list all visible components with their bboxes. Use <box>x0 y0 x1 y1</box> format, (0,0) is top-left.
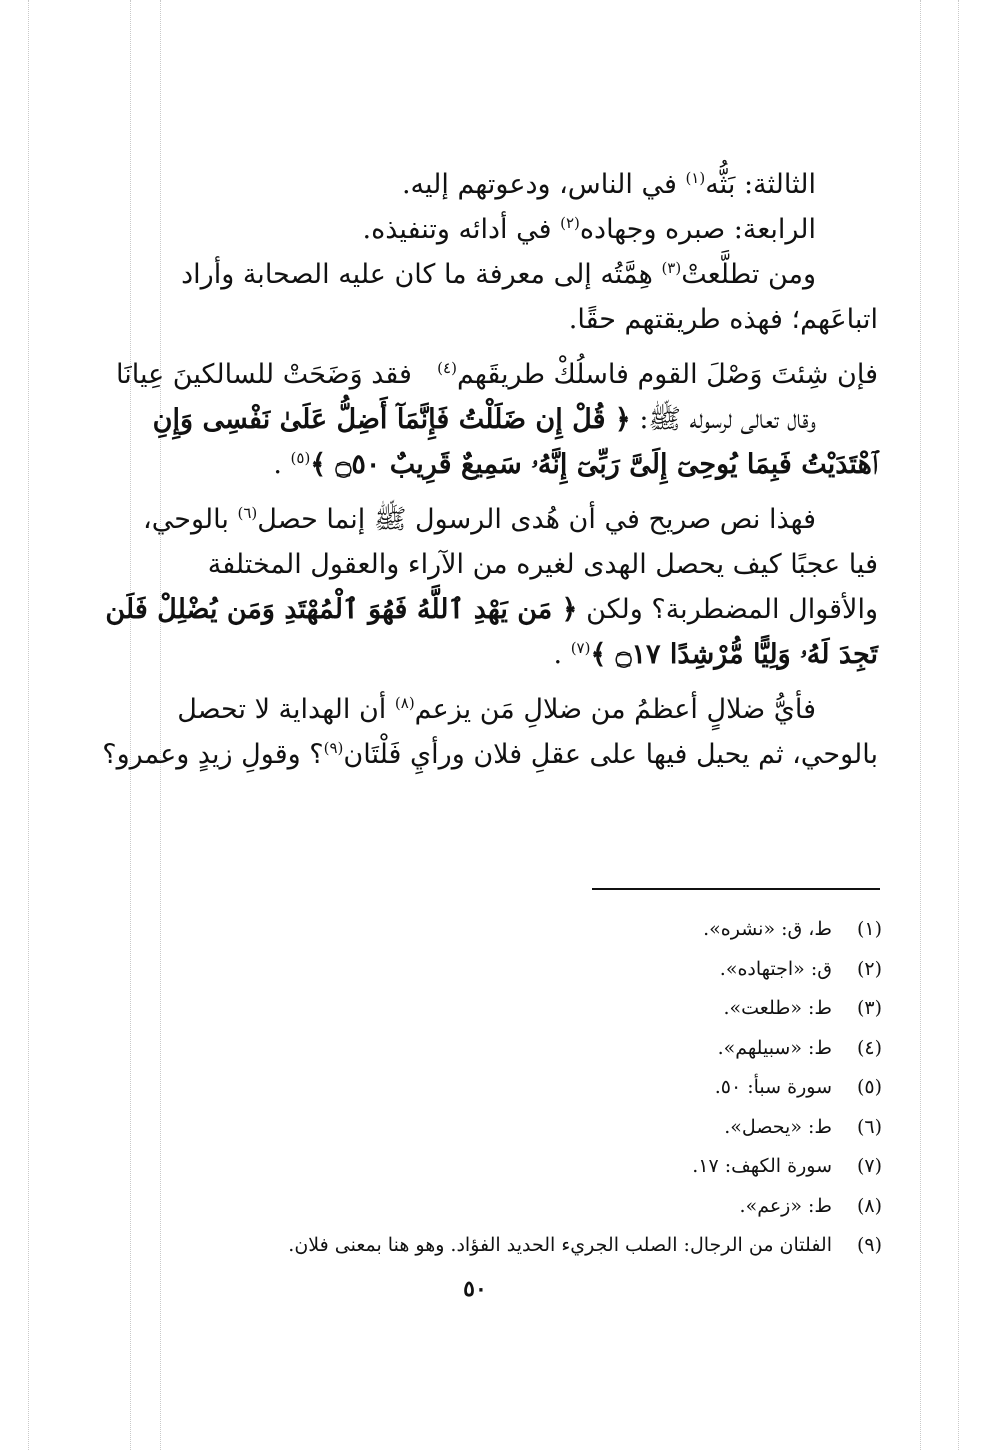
paragraph-verse-saba <box>110 397 878 487</box>
footnote-ref: (٢) <box>560 214 580 232</box>
footnote-ref: (٤) <box>437 359 457 377</box>
quran-verse: ﴿ قُلْ إِن ضَلَلْتُ فَإِنَّمَآ أَضِلُّ عَلَىٰ نَفْسِى وَإِنِ <box>152 404 631 435</box>
quran-verse: ٱهْتَدَيْتُ فَبِمَا يُوحِىٓ إِلَىَّ رَبِّىٓ إِنَّهُۥ سَمِيعٌ قَرِيبٌ ۝٥٠ ﴾ <box>310 449 878 480</box>
footnote-separator <box>592 888 880 890</box>
paragraph-ambition <box>110 252 878 342</box>
footnote-number: (٢) <box>856 957 882 980</box>
text-run: . <box>553 639 571 670</box>
poem-verse <box>110 352 878 397</box>
footnote-ref: (٣) <box>661 259 682 277</box>
text-run: والأقوال المضطربة؟ ولكن <box>577 594 878 625</box>
text-line <box>110 252 878 297</box>
text-run: فإن شِئتَ وَصْلَ القوم فاسلُكْ طريقَهم <box>456 359 878 390</box>
text-line <box>110 632 878 677</box>
text-run: في أدائه وتنفيذه. <box>362 214 561 245</box>
scan-guide-line <box>958 0 959 1450</box>
footnote-number: (٩) <box>856 1234 882 1256</box>
footnote-text: ط: «زعم». <box>739 1194 832 1217</box>
text-line <box>110 497 878 542</box>
text-run: فهذا نص صريح في أن هُدى الرسول ﷺ إنما حصل <box>257 504 816 535</box>
quran-verse: ﴿ مَن يَهْدِ ٱللَّهُ فَهُوَ ٱلْمُهْتَدِ وَمَن يُضْلِلْ فَلَن <box>105 594 578 625</box>
footnote-ref: (٨) <box>394 694 415 712</box>
footnote-text: ط، ق: «نشره». <box>703 918 832 940</box>
text-line: اتباعَهم؛ فهذه طريقتهم حقًا. <box>568 304 878 335</box>
footnote-text: الفلتان من الرجال: الصلب الجريء الحديد الفؤاد. وهو هنا بمعنى فلان. <box>288 1234 832 1256</box>
footnote-ref: (٩) <box>323 739 344 757</box>
text-run: بالوحي، ثم يحيل فيها على عقلِ فلان ورأيِ فَلْتَان <box>343 739 878 770</box>
text-run: ومن تطلَّعتْ <box>681 259 816 290</box>
footnote-item <box>130 1108 882 1148</box>
text-line <box>110 397 878 442</box>
text-run: بالوحي، <box>143 504 238 535</box>
footnote-item <box>130 1187 882 1227</box>
paragraph-proof <box>105 497 878 677</box>
footnote-item <box>130 910 882 950</box>
footnote-item <box>130 950 882 990</box>
footnote-item <box>130 1226 882 1266</box>
footnote-number: (٥) <box>856 1076 882 1098</box>
paragraph-misguidance <box>102 687 878 777</box>
scan-guide-line <box>920 0 921 1450</box>
text-run: . <box>273 449 291 480</box>
footnote-number: (٧) <box>856 1155 882 1177</box>
footnote-number: (٣) <box>856 997 882 1019</box>
text-line <box>110 687 878 732</box>
footnote-item <box>130 1068 882 1108</box>
footnote-ref: (١) <box>685 169 706 187</box>
scan-guide-line <box>28 0 29 1450</box>
text-run: الثالثة: بَثُّه <box>705 169 816 200</box>
text-run: في الناس، ودعوتهم إليه. <box>401 169 686 200</box>
quran-verse: تَجِدَ لَهُۥ وَلِيًّا مُّرْشِدًا ۝١٧ ﴾ <box>590 639 878 670</box>
footnote-ref: (٥) <box>290 449 311 467</box>
footnote-ref: (٧) <box>570 639 591 657</box>
text-run: هِمَّتُه إلى معرفة ما كان عليه الصحابة وأراد <box>181 259 662 290</box>
footnote-number: (٤) <box>856 1036 882 1059</box>
text-run: الرابعة: صبره وجهاده <box>579 214 816 245</box>
text-line: فيا عجبًا كيف يحصل الهدى لغيره من الآراء والعقول المختلفة <box>207 549 878 580</box>
footnote-number: (١) <box>856 918 882 940</box>
text-line <box>105 587 878 632</box>
footnote-item <box>130 989 882 1029</box>
footnote-text: ق: «اجتهاده». <box>719 957 832 980</box>
paragraph-third <box>110 162 878 207</box>
poem-second-hemistich: فقد وَضَحَتْ للسالكينَ عِيانَا <box>116 359 412 390</box>
footnote-item <box>130 1147 882 1187</box>
footnote-text: ط: «يحصل». <box>724 1115 832 1138</box>
main-text <box>102 162 878 777</box>
poem-first-hemistich <box>437 352 878 397</box>
footnote-item <box>130 1029 882 1069</box>
footnote-text: سورة الكهف: ١٧. <box>692 1155 832 1177</box>
text-run: وقال تعالى لرسوله ﷺ: <box>630 404 816 435</box>
text-run: ؟ وقولِ زيدٍ وعمرو؟ <box>102 739 324 770</box>
page-number: ٥٠ <box>463 1276 487 1302</box>
footnote-text: سورة سبأ: ٥٠. <box>714 1076 832 1098</box>
text-line <box>102 732 878 777</box>
paragraph-fourth <box>110 207 878 252</box>
footnote-text: ط: «سبيلهم». <box>717 1036 832 1059</box>
footnote-text: ط: «طلعت». <box>723 997 832 1019</box>
footnote-ref: (٦) <box>237 504 258 522</box>
footnote-number: (٨) <box>856 1194 882 1217</box>
footnote-number: (٦) <box>856 1115 882 1138</box>
footnotes <box>130 910 882 1266</box>
text-run: فأيُّ ضلالٍ أعظمُ من ضلالِ مَن يزعم <box>414 694 816 725</box>
text-run: أن الهداية لا تحصل <box>177 694 395 725</box>
text-line <box>110 442 878 487</box>
